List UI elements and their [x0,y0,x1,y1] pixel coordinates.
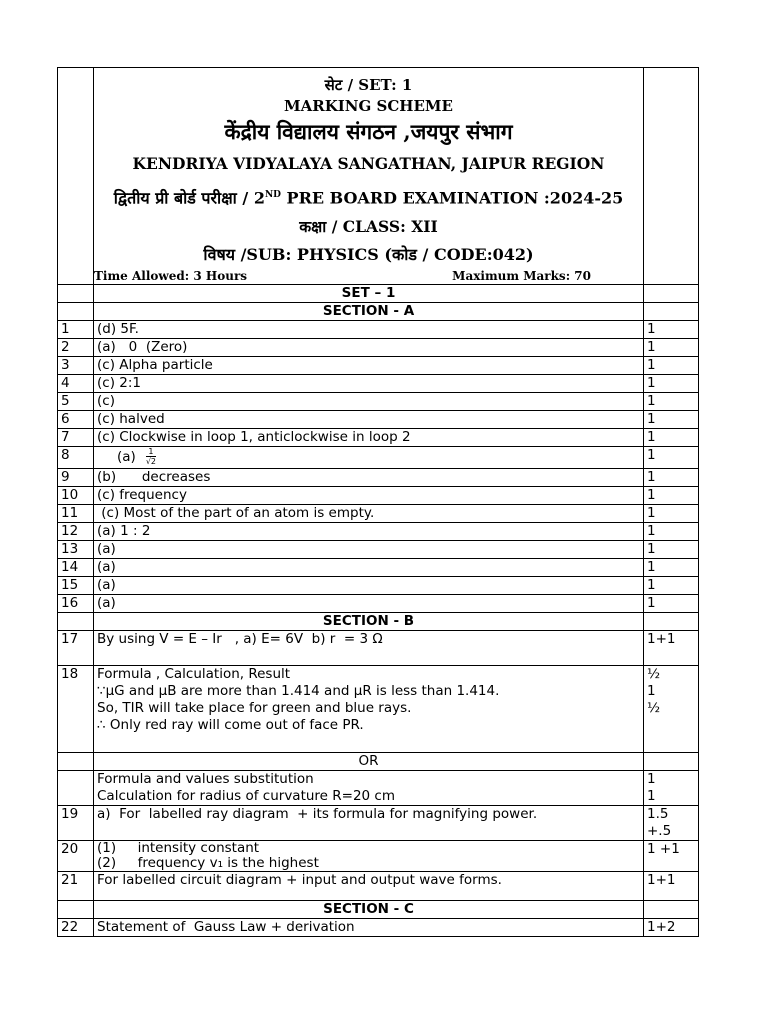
answer: For labelled circuit diagram + input and output wave forms. [94,872,644,901]
answer: (d) 5F. [94,321,644,339]
marks: 1 [644,447,699,469]
header-row [58,68,699,285]
answer: (b) decreases [94,469,644,487]
question-number: 9 [58,469,94,487]
question-number: 21 [58,872,94,901]
table-row [58,919,699,937]
answer: Formula , Calculation, Result ∵μG and μB are more than 1.414 and μR is less than 1.414. So, TIR will take place for green and blue rays. ∴ Only red ray will come out of face PR. [94,666,644,753]
answer: Statement of Gauss Law + derivation [94,919,644,937]
answer: (c) frequency [94,487,644,505]
subject-line: विषय /SUB: PHYSICS (कोड / CODE:042) [203,245,534,265]
answer: Formula and values substitution Calculation for radius of curvature R=20 cm [94,771,644,806]
question-number: 3 [58,357,94,375]
section-b-heading: SECTION - B [94,613,644,631]
table-row [58,505,699,523]
question-number: 6 [58,411,94,429]
section-c-heading: SECTION - C [94,901,644,919]
marks: 1 [644,577,699,595]
question-number: 7 [58,429,94,447]
table-row [58,872,699,901]
answer: (c) halved [94,411,644,429]
marks: 1 [644,559,699,577]
answer: (a) [94,541,644,559]
table-row [58,523,699,541]
answer: (c) Most of the part of an atom is empty. [94,505,644,523]
max-marks: Maximum Marks: 70 [452,269,591,284]
marks: 1+1 [644,631,699,666]
marks: 1 [644,505,699,523]
answer: (a) [94,595,644,613]
kvs-hindi-title: केंद्रीय विद्यालय संगठन ,जयपुर संभाग [224,119,513,144]
class-line: कक्षा / CLASS: XII [299,217,438,237]
answer: (c) 2:1 [94,375,644,393]
question-number: 1 [58,321,94,339]
question-number: 4 [58,375,94,393]
answer: (a) 0 (Zero) [94,339,644,357]
marking-scheme-table [57,67,699,937]
marks: 1 [644,541,699,559]
table-row [58,339,699,357]
answer: By using V = E – Ir , a) E= 6V b) r = 3 Ω [94,631,644,666]
table-row [58,559,699,577]
or-row [58,753,699,771]
question-number: 11 [58,505,94,523]
marks: ½ 1 ½ [644,666,699,753]
marks: 1 [644,523,699,541]
table-row [58,541,699,559]
answer: (a) 1 : 2 [94,523,644,541]
question-number: 8 [58,447,94,469]
table-row [58,577,699,595]
question-number: 20 [58,841,94,872]
marks: 1 [644,393,699,411]
question-number: 15 [58,577,94,595]
section-a-heading: SECTION - A [94,303,644,321]
question-number: 14 [58,559,94,577]
table-row [58,429,699,447]
marks: 1 [644,411,699,429]
question-number: 16 [58,595,94,613]
table-row [58,841,699,872]
marks: 1 [644,321,699,339]
answer: (c) Alpha particle [94,357,644,375]
table-row [58,447,699,469]
answer: a) For labelled ray diagram + its formula for magnifying power. [94,806,644,841]
question-number: 5 [58,393,94,411]
set-heading-row [58,285,699,303]
marks: 1+2 [644,919,699,937]
answer: (1) intensity constant (2) frequency v₁ is the highest [94,841,644,872]
answer: (a) $\frac{1}{√2}$ [94,447,644,469]
set-line: सेट / SET: 1 [324,76,413,94]
kvs-english-title: KENDRIYA VIDYALAYA SANGATHAN, JAIPUR REGION [132,154,605,173]
marks: 1 1 [644,771,699,806]
question-number: 18 [58,666,94,753]
answer: (a) [94,577,644,595]
question-number: 19 [58,806,94,841]
time-allowed: Time Allowed: 3 Hours [94,269,248,284]
table-row [58,469,699,487]
or-label: OR [94,753,644,771]
exam-meta [94,269,643,284]
marks: 1 [644,487,699,505]
marks: 1.5 +.5 [644,806,699,841]
question-number: 13 [58,541,94,559]
question-number: 17 [58,631,94,666]
table-row [58,393,699,411]
answer: (c) [94,393,644,411]
fraction: $\frac{1}{√2}$ [145,447,156,467]
table-row [58,595,699,613]
question-number: 22 [58,919,94,937]
table-row [58,357,699,375]
exam-title: द्वितीय प्री बोर्ड परीक्षा / 2ND PRE BOARD EXAMINATION :2024-25 [113,188,624,208]
answer: (a) [94,559,644,577]
table-row [58,321,699,339]
marking-scheme-title: MARKING SCHEME [284,97,453,115]
answer: (c) Clockwise in loop 1, anticlockwise in loop 2 [94,429,644,447]
section-b-row [58,613,699,631]
marks: 1 [644,469,699,487]
section-c-row [58,901,699,919]
question-number: 12 [58,523,94,541]
table-row [58,666,699,753]
section-a-row [58,303,699,321]
header-block [94,68,644,285]
set-heading: SET – 1 [94,285,644,303]
question-number: 2 [58,339,94,357]
table-row [58,631,699,666]
table-row [58,771,699,806]
question-number: 10 [58,487,94,505]
marks: 1 [644,357,699,375]
marks: 1 [644,595,699,613]
table-row [58,375,699,393]
marks: 1 +1 [644,841,699,872]
marks: 1 [644,375,699,393]
marks: 1 [644,339,699,357]
marks: 1 [644,429,699,447]
table-row [58,487,699,505]
table-row [58,806,699,841]
marks: 1+1 [644,872,699,901]
table-row [58,411,699,429]
